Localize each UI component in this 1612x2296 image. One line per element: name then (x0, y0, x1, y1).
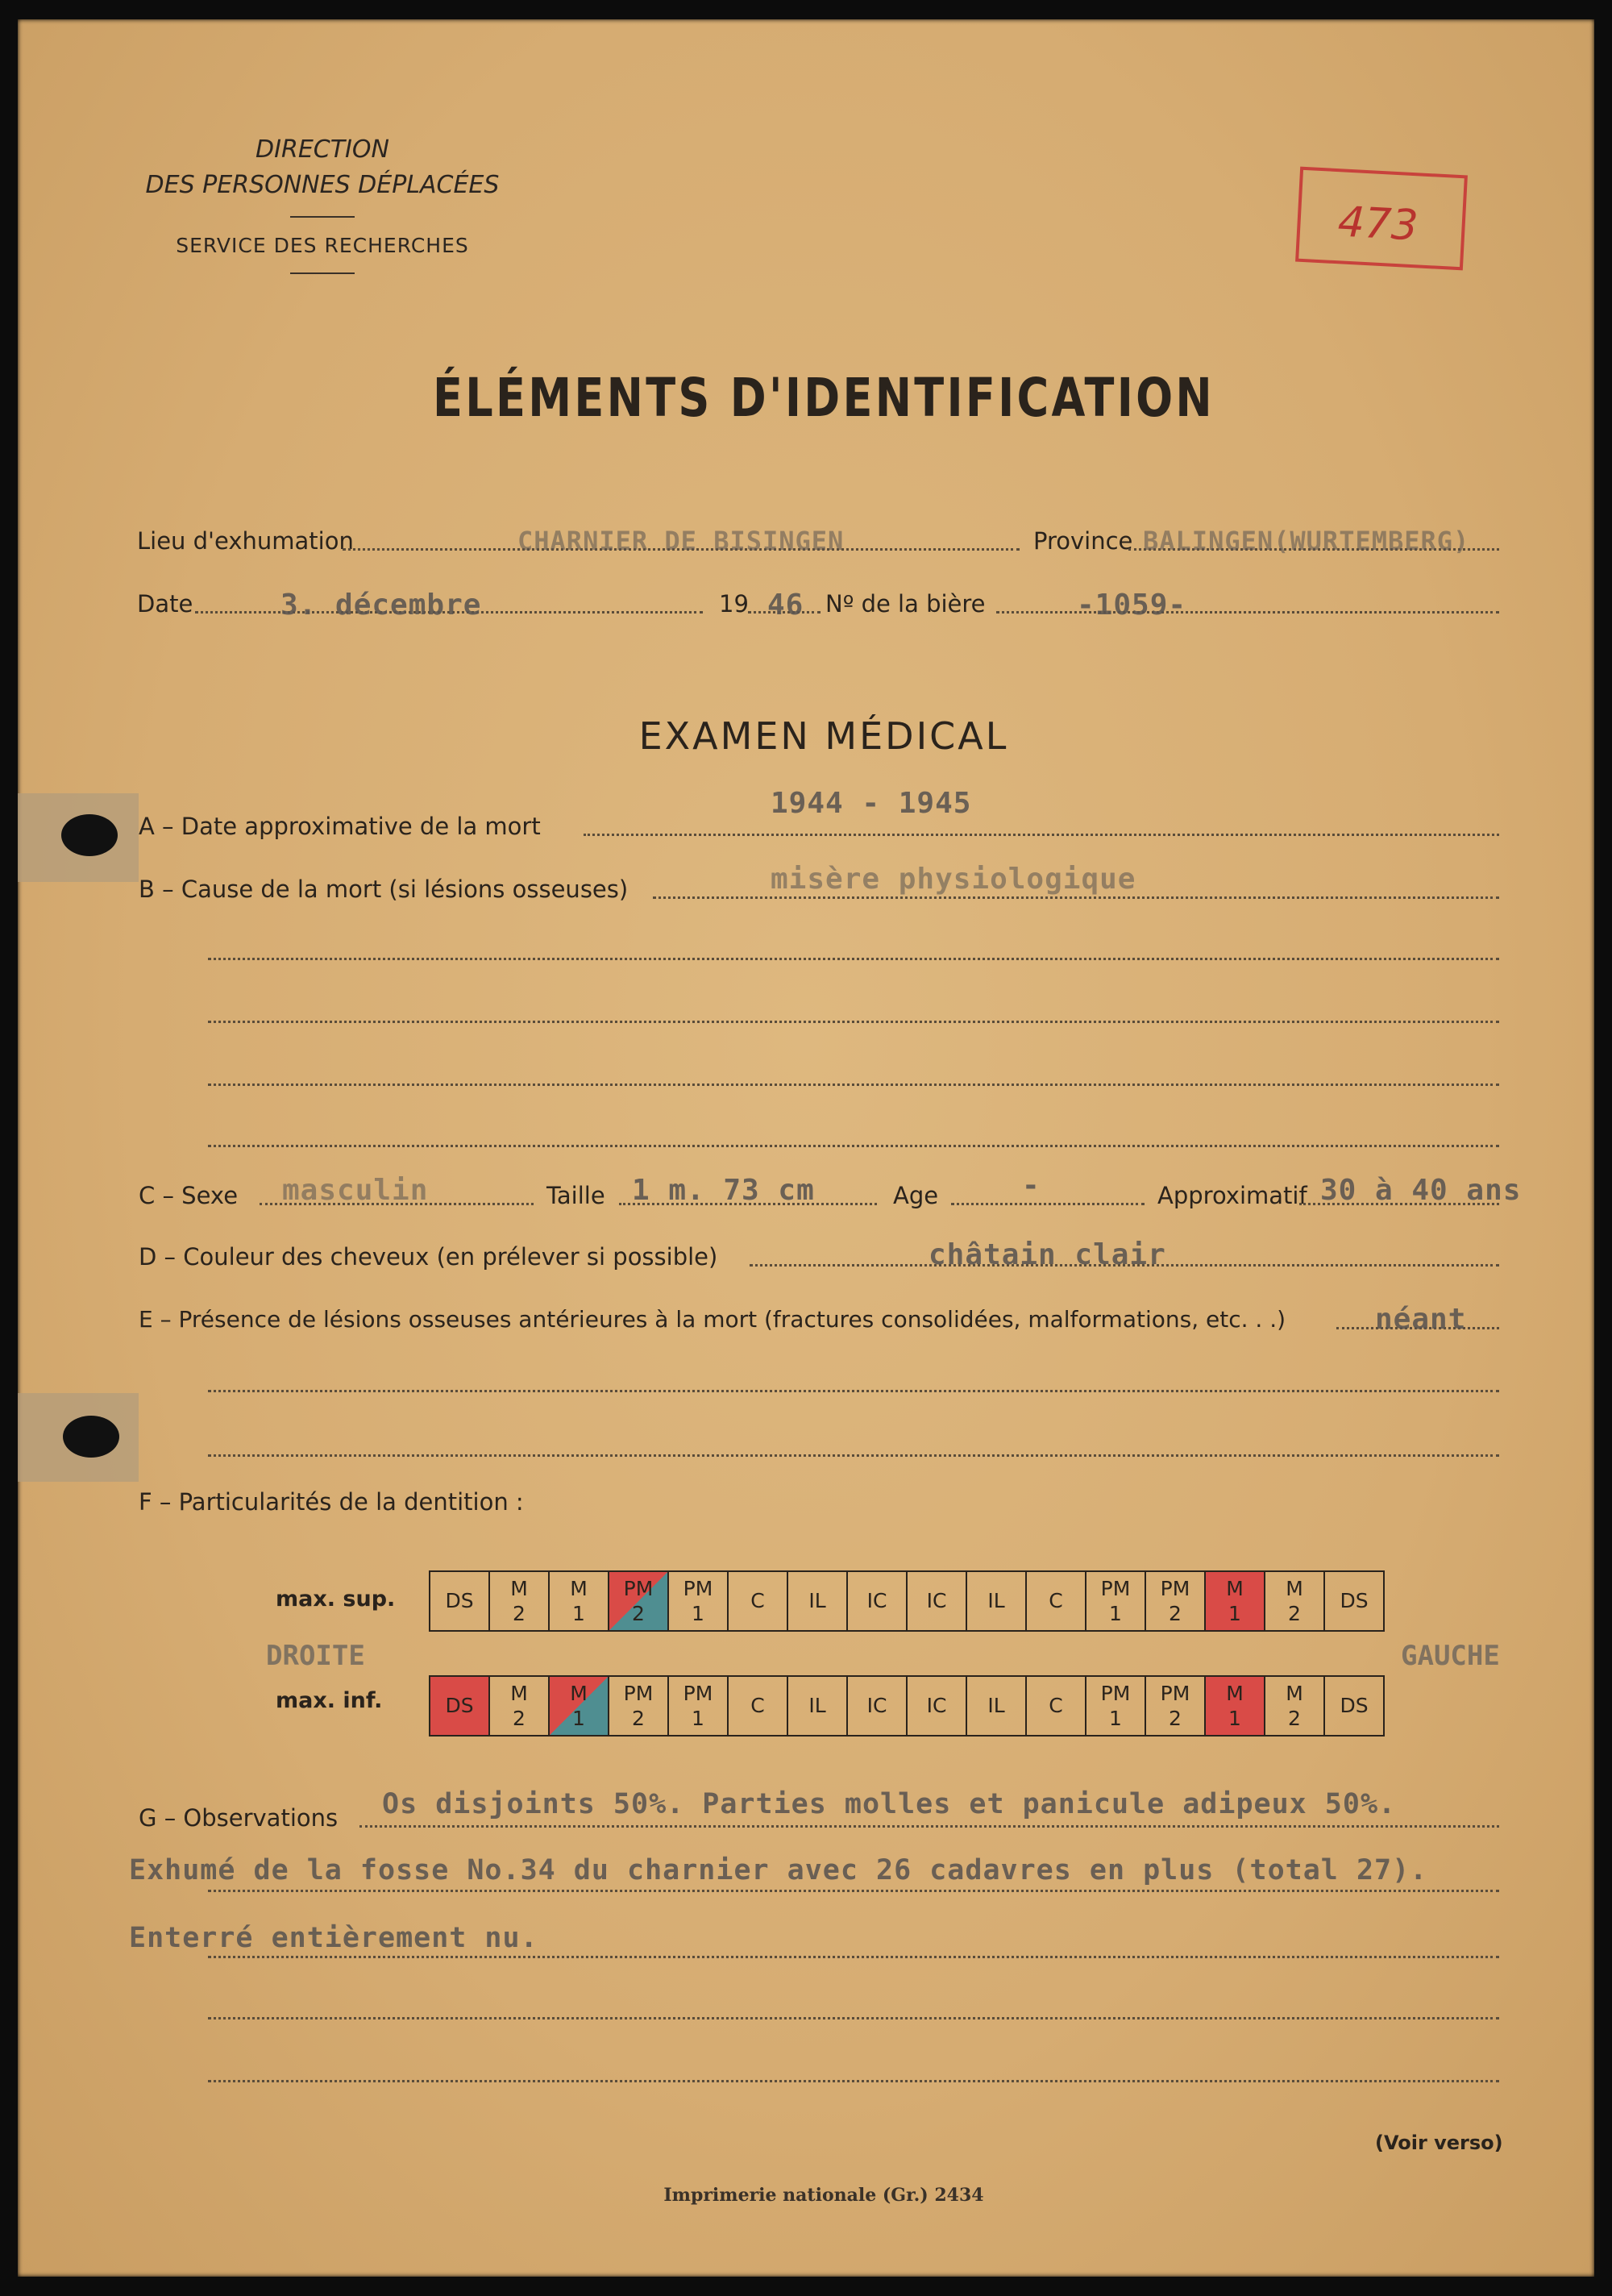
tooth-number: 1 (1109, 1707, 1122, 1730)
section-c-label: C – Sexe (139, 1182, 239, 1209)
upper-tooth-cell (1025, 1570, 1086, 1632)
tooth-number: 2 (1288, 1602, 1301, 1625)
file-number: 473 (1336, 198, 1419, 251)
taille-value: 1 m. 73 cm (632, 1174, 815, 1207)
lower-tooth-cell (1145, 1675, 1206, 1737)
lieu-label: Lieu d'exhumation (137, 527, 354, 555)
section-b-value: misère physiologique (771, 863, 1136, 896)
tooth-code: PM (623, 1681, 654, 1705)
max-inf-label: max. inf. (276, 1688, 383, 1713)
tooth-number: 1 (692, 1602, 704, 1625)
upper-tooth-cell (1323, 1570, 1385, 1632)
section-b-line-4 (208, 1084, 1499, 1086)
section-g-line-5 (208, 2080, 1499, 2082)
tooth-code: DS (1340, 1694, 1369, 1718)
tooth-code: M (570, 1681, 588, 1705)
gauche-label: GAUCHE (1401, 1640, 1500, 1672)
observation-line-2: Exhumé de la fosse No.34 du charnier avec 26 cadavres en plus (total 27). (129, 1854, 1428, 1886)
tooth-code: C (750, 1694, 765, 1718)
tooth-code: PM (683, 1576, 713, 1600)
tooth-code: M (1286, 1681, 1303, 1705)
tooth-code: DS (445, 1589, 474, 1613)
max-sup-label: max. sup. (276, 1587, 396, 1612)
form-title: ÉLÉMENTS D'IDENTIFICATION (432, 367, 1215, 429)
year-value: 46 (767, 589, 804, 622)
section-g-line-3 (208, 1956, 1499, 1958)
age-value: - (1022, 1169, 1041, 1202)
lower-tooth-cell (608, 1675, 669, 1737)
lower-tooth-cell (429, 1675, 490, 1737)
lower-tooth-cell (667, 1675, 729, 1737)
upper-tooth-cell (966, 1570, 1027, 1632)
tooth-code: C (750, 1589, 765, 1613)
section-b-line-5 (208, 1145, 1499, 1147)
section-a-value: 1944 - 1945 (771, 787, 972, 820)
tooth-code: IL (808, 1589, 826, 1613)
tooth-number: 2 (1169, 1602, 1182, 1625)
tooth-code: IC (926, 1694, 947, 1718)
tooth-code: M (510, 1576, 528, 1600)
tooth-code: DS (445, 1694, 474, 1718)
year-prefix: 19 (719, 590, 749, 618)
tooth-code: PM (683, 1681, 713, 1705)
tooth-code: IC (866, 1589, 887, 1613)
upper-tooth-cell (429, 1570, 490, 1632)
lower-tooth-cell (846, 1675, 908, 1737)
exam-title: EXAMEN MÉDICAL (638, 714, 1009, 758)
tooth-code: M (1226, 1681, 1244, 1705)
lower-tooth-cell (787, 1675, 848, 1737)
lower-tooth-cell (1264, 1675, 1325, 1737)
tooth-code: IL (987, 1589, 1005, 1613)
approx-label: Approximatif (1157, 1182, 1307, 1209)
tooth-number: 1 (1228, 1707, 1241, 1730)
section-g-line-4 (208, 2017, 1499, 2019)
tooth-number: 2 (1288, 1707, 1301, 1730)
date-label: Date (137, 590, 193, 618)
biere-value: -1059- (1077, 589, 1187, 622)
tooth-code: PM (1100, 1576, 1131, 1600)
approx-value: 30 à 40 ans (1320, 1174, 1522, 1207)
section-e-value: néant (1375, 1303, 1467, 1336)
tooth-code: IC (866, 1694, 887, 1718)
province-label: Province (1033, 527, 1133, 555)
upper-tooth-cell (787, 1570, 848, 1632)
tooth-code: IL (987, 1694, 1005, 1718)
age-dotted-line (951, 1203, 1145, 1205)
punch-hole-bottom (63, 1416, 119, 1458)
header-divider-1 (290, 216, 355, 218)
province-value: BALINGEN(WURTEMBERG) (1143, 526, 1470, 556)
lower-tooth-cell (1085, 1675, 1146, 1737)
tooth-code: IC (926, 1589, 947, 1613)
date-value: 3. décembre (280, 589, 482, 622)
lower-tooth-cell (1204, 1675, 1265, 1737)
tooth-number: 1 (692, 1707, 704, 1730)
printer-imprint: Imprimerie nationale (Gr.) 2434 (663, 2185, 984, 2206)
lower-tooth-cell (1025, 1675, 1086, 1737)
header-direction: DIRECTION (256, 135, 389, 164)
tooth-number: 1 (572, 1602, 585, 1625)
tooth-code: PM (1160, 1576, 1190, 1600)
lower-tooth-cell (488, 1675, 550, 1737)
tooth-code: C (1049, 1694, 1063, 1718)
lieu-value: CHARNIER DE BISINGEN (517, 526, 845, 556)
section-f-label: F – Particularités de la dentition : (139, 1488, 524, 1516)
tooth-code: C (1049, 1589, 1063, 1613)
tooth-code: M (1286, 1576, 1303, 1600)
section-d-label: D – Couleur des cheveux (en prélever si possible) (139, 1243, 718, 1271)
upper-tooth-cell (1085, 1570, 1146, 1632)
section-g-label: G – Observations (139, 1804, 339, 1832)
observation-line-1: Os disjoints 50%. Parties molles et panicule adipeux 50%. (382, 1788, 1397, 1820)
biere-label: Nº de la bière (825, 590, 986, 618)
header-personnes-deplacees: DES PERSONNES DÉPLACÉES (145, 171, 500, 199)
lower-tooth-cell (1323, 1675, 1385, 1737)
tooth-code: PM (1160, 1681, 1190, 1705)
observation-line-3: Enterré entièrement nu. (129, 1922, 538, 1954)
upper-tooth-cell (1264, 1570, 1325, 1632)
tooth-code: M (1226, 1576, 1244, 1600)
upper-tooth-cell (667, 1570, 729, 1632)
header-divider-2 (290, 272, 355, 274)
tooth-number: 2 (513, 1602, 526, 1625)
lower-tooth-cell (727, 1675, 788, 1737)
tooth-number: 2 (632, 1602, 645, 1625)
tooth-number: 1 (1228, 1602, 1241, 1625)
section-a-dotted-line (584, 834, 1499, 836)
section-g-line-2 (208, 1890, 1499, 1892)
voir-verso-note: (Voir verso) (1375, 2132, 1503, 2154)
lower-tooth-cell (548, 1675, 609, 1737)
lower-tooth-cell (966, 1675, 1027, 1737)
tooth-number: 2 (632, 1707, 645, 1730)
lower-tooth-cell (906, 1675, 967, 1737)
tooth-code: IL (808, 1694, 826, 1718)
upper-tooth-cell (727, 1570, 788, 1632)
upper-tooth-cell (548, 1570, 609, 1632)
sexe-value: masculin (282, 1174, 429, 1207)
section-a-label: A – Date approximative de la mort (139, 813, 541, 840)
dentition-lower-row (430, 1675, 1385, 1737)
biere-dotted-line (996, 611, 1499, 614)
tooth-code: PM (1100, 1681, 1131, 1705)
taille-label: Taille (546, 1182, 605, 1209)
upper-tooth-cell (1145, 1570, 1206, 1632)
upper-tooth-cell (906, 1570, 967, 1632)
tooth-number: 1 (1109, 1602, 1122, 1625)
age-label: Age (893, 1182, 939, 1209)
upper-tooth-cell (608, 1570, 669, 1632)
tooth-code: M (510, 1681, 528, 1705)
tooth-number: 2 (513, 1707, 526, 1730)
tooth-number: 1 (572, 1707, 585, 1730)
section-d-value: châtain clair (929, 1238, 1166, 1271)
section-g-dotted-line (359, 1825, 1499, 1828)
punch-hole-top (61, 814, 118, 856)
header-service: SERVICE DES RECHERCHES (176, 234, 469, 257)
tooth-code: DS (1340, 1589, 1369, 1613)
section-b-line-2 (208, 958, 1499, 960)
upper-tooth-cell (488, 1570, 550, 1632)
tooth-number: 2 (1169, 1707, 1182, 1730)
section-e-label: E – Présence de lésions osseuses antérieures à la mort (fractures consolidées, malformations, etc. . .) (139, 1306, 1286, 1333)
section-b-dotted-line (653, 896, 1499, 899)
section-e-line-2 (208, 1390, 1499, 1392)
section-e-line-3 (208, 1454, 1499, 1457)
tooth-code: M (570, 1576, 588, 1600)
droite-label: DROITE (266, 1640, 365, 1672)
upper-tooth-cell (1204, 1570, 1265, 1632)
section-b-label: B – Cause de la mort (si lésions osseuses) (139, 876, 629, 903)
dentition-upper-row (430, 1570, 1385, 1632)
tooth-code: PM (623, 1576, 654, 1600)
section-b-line-3 (208, 1021, 1499, 1023)
upper-tooth-cell (846, 1570, 908, 1632)
